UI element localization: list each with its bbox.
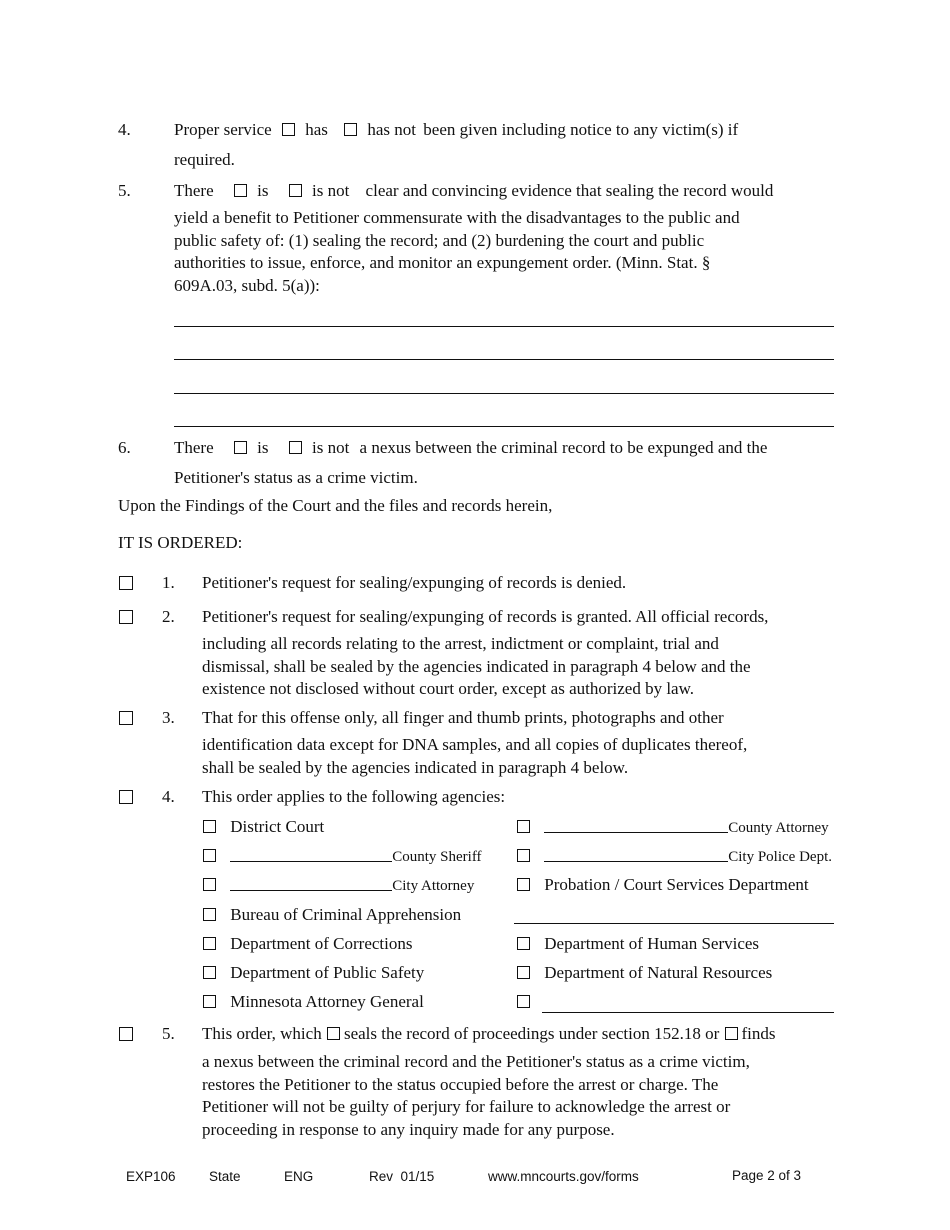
finding-6-is-label: is [257,438,269,457]
agency-city-police-checkbox[interactable] [517,849,530,862]
finding-5-prefix: There [174,181,214,200]
agency-dhs-checkbox[interactable] [517,937,530,950]
footer-revision: Rev 01/15 [369,1169,435,1184]
finding-6-prefix: There [174,438,214,457]
agency-city-attorney-label: City Attorney [392,878,475,894]
order-5-text-line: a nexus between the criminal record and the Petitioner's status as a crime victim, [202,1052,750,1071]
order-4-checkbox[interactable] [119,790,133,804]
agency-county-sheriff [203,845,482,868]
order-2-paragraph [202,633,751,701]
agency-dhs-label: Department of Human Services [544,934,760,953]
agency-bca [203,904,461,926]
finding-5-text-line: yield a benefit to Petitioner commensurate with the disadvantages to the public and [174,208,740,227]
agency-dps [203,962,424,984]
order-5-text-line: proceeding in response to any inquiry made for any purpose. [202,1119,615,1139]
finding-6-text: a nexus between the criminal record to be expunged and the [359,438,768,457]
agency-mn-ag [203,991,424,1013]
footer-language: ENG [284,1169,314,1184]
agency-district-court-label: District Court [230,817,325,836]
order-5-number: 5. [162,1024,175,1043]
finding-4-text: been given including notice to any victim(s) if [423,120,739,139]
order-2-text: Petitioner's request for sealing/expunging of records is granted. All official records, [202,607,769,626]
seals-record-checkbox[interactable] [327,1027,340,1040]
finding-5-is-checkbox[interactable] [234,184,247,197]
order-5-line [202,1023,776,1045]
agency-district-court [203,816,324,838]
finding-6-is-not-checkbox[interactable] [289,441,302,454]
order-3-checkbox[interactable] [119,711,133,725]
has-not-label: has not [367,120,417,139]
finding-5-blank-line-4[interactable] [174,426,834,427]
agency-county-sheriff-checkbox[interactable] [203,849,216,862]
footer-jurisdiction: State [209,1169,241,1184]
finding-5-text-line: public safety of: (1) sealing the record; and (2) burdening the court and public [174,230,705,250]
agency-county-attorney [517,816,829,839]
agency-doc [203,933,412,955]
agency-bca-checkbox[interactable] [203,908,216,921]
finding-5-number: 5. [118,181,131,200]
finding-6-number: 6. [118,438,131,457]
order-1-text: Petitioner's request for sealing/expunging of records is denied. [202,573,627,592]
finding-6-line-2: Petitioner's status as a crime victim. [174,468,418,487]
agency-dnr-label: Department of Natural Resources [544,963,773,982]
finds-nexus-checkbox[interactable] [725,1027,738,1040]
finding-5-line [174,180,773,202]
agency-mn-ag-checkbox[interactable] [203,995,216,1008]
city-police-name-field[interactable] [544,845,728,862]
order-3-paragraph [202,734,747,779]
city-attorney-name-field[interactable] [230,874,392,891]
agency-county-sheriff-label: County Sheriff [392,849,482,865]
order-5-part3: finds [741,1024,776,1043]
order-5-text-line: restores the Petitioner to the status occupied before the arrest or charge. The [202,1074,719,1094]
agency-district-court-checkbox[interactable] [203,820,216,833]
order-2-text-line: existence not disclosed without court order, except as authorized by law. [202,679,695,698]
footer-url: www.mncourts.gov/forms [488,1169,639,1184]
finding-5-is-not-checkbox[interactable] [289,184,302,197]
has-checkbox[interactable] [282,123,295,136]
finding-5-blank-line-2[interactable] [174,359,834,360]
order-4-number: 4. [162,787,175,806]
agency-probation-checkbox[interactable] [517,878,530,891]
agency-dnr-checkbox[interactable] [517,966,530,979]
agency-city-police [517,845,832,868]
order-2-number: 2. [162,607,175,626]
agency-probation-label: Probation / Court Services Department [544,875,809,894]
agency-bca-label: Bureau of Criminal Apprehension [230,905,462,924]
finding-4-line-2: required. [174,150,235,169]
order-5-part1: This order, which [202,1024,322,1043]
agency-dhs [517,933,759,955]
finding-5-is-not-label: is not [311,181,350,200]
order-1-number: 1. [162,573,175,592]
agency-probation [517,874,809,896]
agency-county-attorney-checkbox[interactable] [517,820,530,833]
agency-city-attorney [203,874,474,897]
finding-6-is-checkbox[interactable] [234,441,247,454]
agency-city-attorney-checkbox[interactable] [203,878,216,891]
agency-mn-ag-label: Minnesota Attorney General [230,992,424,1011]
agency-other-name-field[interactable] [542,1012,834,1013]
order-1-checkbox[interactable] [119,576,133,590]
finding-5-paragraph [174,207,740,297]
agency-other-blank-line[interactable] [514,923,834,924]
agency-other [517,991,530,1013]
finding-6-line [174,437,767,459]
finding-5-is-label: is [257,181,269,200]
finding-4-line [174,119,738,141]
order-5-text-line: Petitioner will not be guilty of perjury for failure to acknowledge the arrest or [202,1097,731,1116]
has-not-checkbox[interactable] [344,123,357,136]
agency-dnr [517,962,772,984]
finding-5-text-line: authorities to issue, enforce, and monitor an expungement order. (Minn. Stat. § [174,253,711,272]
county-sheriff-name-field[interactable] [230,845,392,862]
order-3-number: 3. [162,708,175,727]
ordered-heading: IT IS ORDERED: [118,533,243,552]
finding-6-is-not-label: is not [311,438,350,457]
county-attorney-name-field[interactable] [544,816,728,833]
order-4-text: This order applies to the following agencies: [202,787,506,806]
agency-other-checkbox[interactable] [517,995,530,1008]
finding-4-number: 4. [118,120,131,139]
order-5-paragraph [202,1051,750,1141]
agency-city-police-label: City Police Dept. [728,849,832,865]
order-3-text: That for this offense only, all finger and thumb prints, photographs and other [202,708,724,727]
findings-intro: Upon the Findings of the Court and the files and records herein, [118,496,553,515]
has-label: has [305,120,328,139]
agency-doc-label: Department of Corrections [230,934,413,953]
finding-5-text: clear and convincing evidence that sealing the record would [365,181,774,200]
finding-4-prefix: Proper service [174,120,272,139]
finding-5-text-line: 609A.03, subd. 5(a)): [174,275,320,295]
order-2-checkbox[interactable] [119,610,133,624]
order-2-text-line: dismissal, shall be sealed by the agencies indicated in paragraph 4 below and the [202,656,751,676]
agency-dps-label: Department of Public Safety [230,963,425,982]
order-5-checkbox[interactable] [119,1027,133,1041]
agency-doc-checkbox[interactable] [203,937,216,950]
order-3-text-line: identification data except for DNA samples, and all copies of duplicates thereof, [202,735,748,754]
finding-5-blank-line-1[interactable] [174,326,834,327]
order-5-part2: seals the record of proceedings under section 152.18 or [343,1024,720,1043]
footer-page-number: Page 2 of 3 [732,1168,802,1183]
agency-dps-checkbox[interactable] [203,966,216,979]
order-3-text-line: shall be sealed by the agencies indicated in paragraph 4 below. [202,757,629,777]
finding-5-blank-line-3[interactable] [174,393,834,394]
agency-county-attorney-label: County Attorney [728,820,829,836]
order-2-text-line: including all records relating to the arrest, indictment or complaint, trial and [202,634,719,653]
footer-form-id: EXP106 [126,1169,176,1184]
